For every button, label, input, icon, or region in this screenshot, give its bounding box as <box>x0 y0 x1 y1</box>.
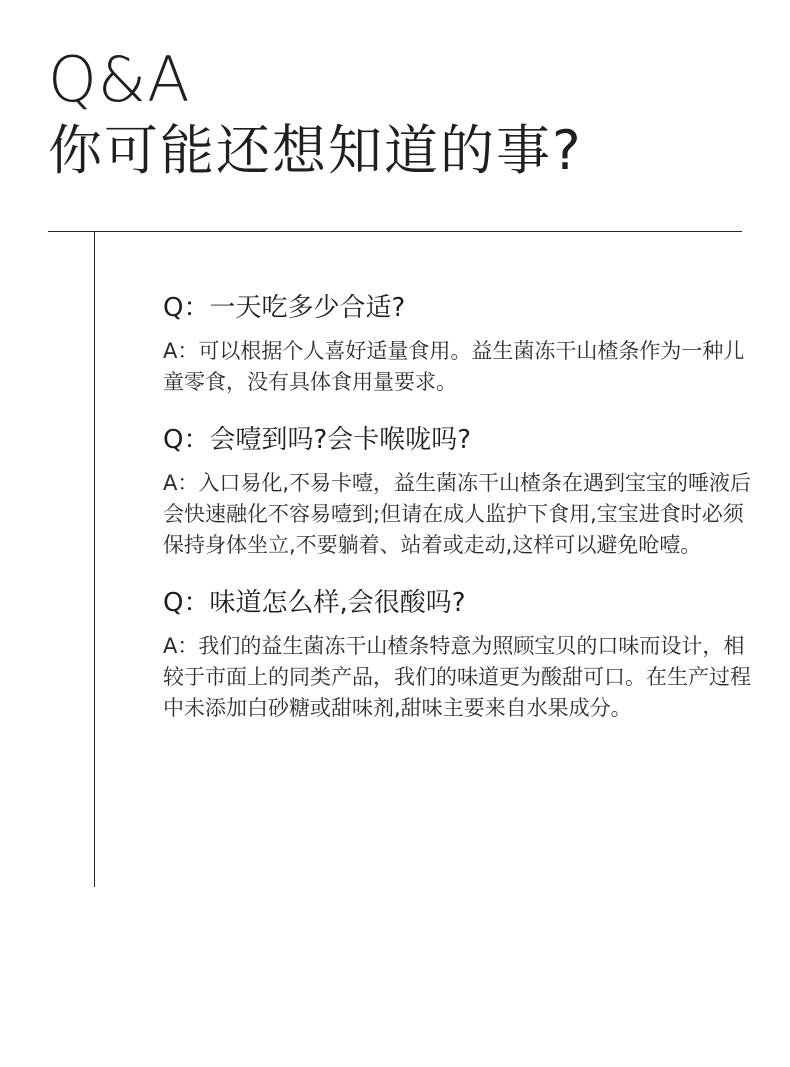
question-text: Q：会噎到吗?会卡喉咙吗? <box>163 425 472 455</box>
answer-text: A：可以根据个人喜好适量食用。益生菌冻干山楂条作为一种儿童零食，没有具体食用量要求。 <box>163 339 745 394</box>
qa-item <box>163 420 753 561</box>
vertical-divider <box>94 231 95 887</box>
qa-list <box>163 288 753 746</box>
qa-item <box>163 288 753 398</box>
page-header <box>48 44 748 186</box>
answer-text: A：入口易化,不易卡噎，益生菌冻干山楂条在遇到宝宝的唾液后会快速融化不容易噎到;但请在成人监护下食用,宝宝进食时必须保持身体坐立,不要躺着、站着或走动,这样可以避免呛噎。 <box>163 471 752 557</box>
horizontal-divider <box>48 231 742 232</box>
question-text: Q：味道怎么样,会很酸吗? <box>163 588 466 618</box>
title-english: Q&A <box>48 43 191 116</box>
answer-text: A：我们的益生菌冻干山楂条特意为照顾宝贝的口味而设计，相较于市面上的同类产品，我们的味道更为酸甜可口。在生产过程中未添加白砂糖或甜味剂,甜味主要来自水果成分。 <box>163 634 751 720</box>
question-text: Q：一天吃多少合适? <box>163 293 406 323</box>
title-chinese: 你可能还想知道的事? <box>48 119 583 182</box>
qa-item <box>163 583 753 724</box>
